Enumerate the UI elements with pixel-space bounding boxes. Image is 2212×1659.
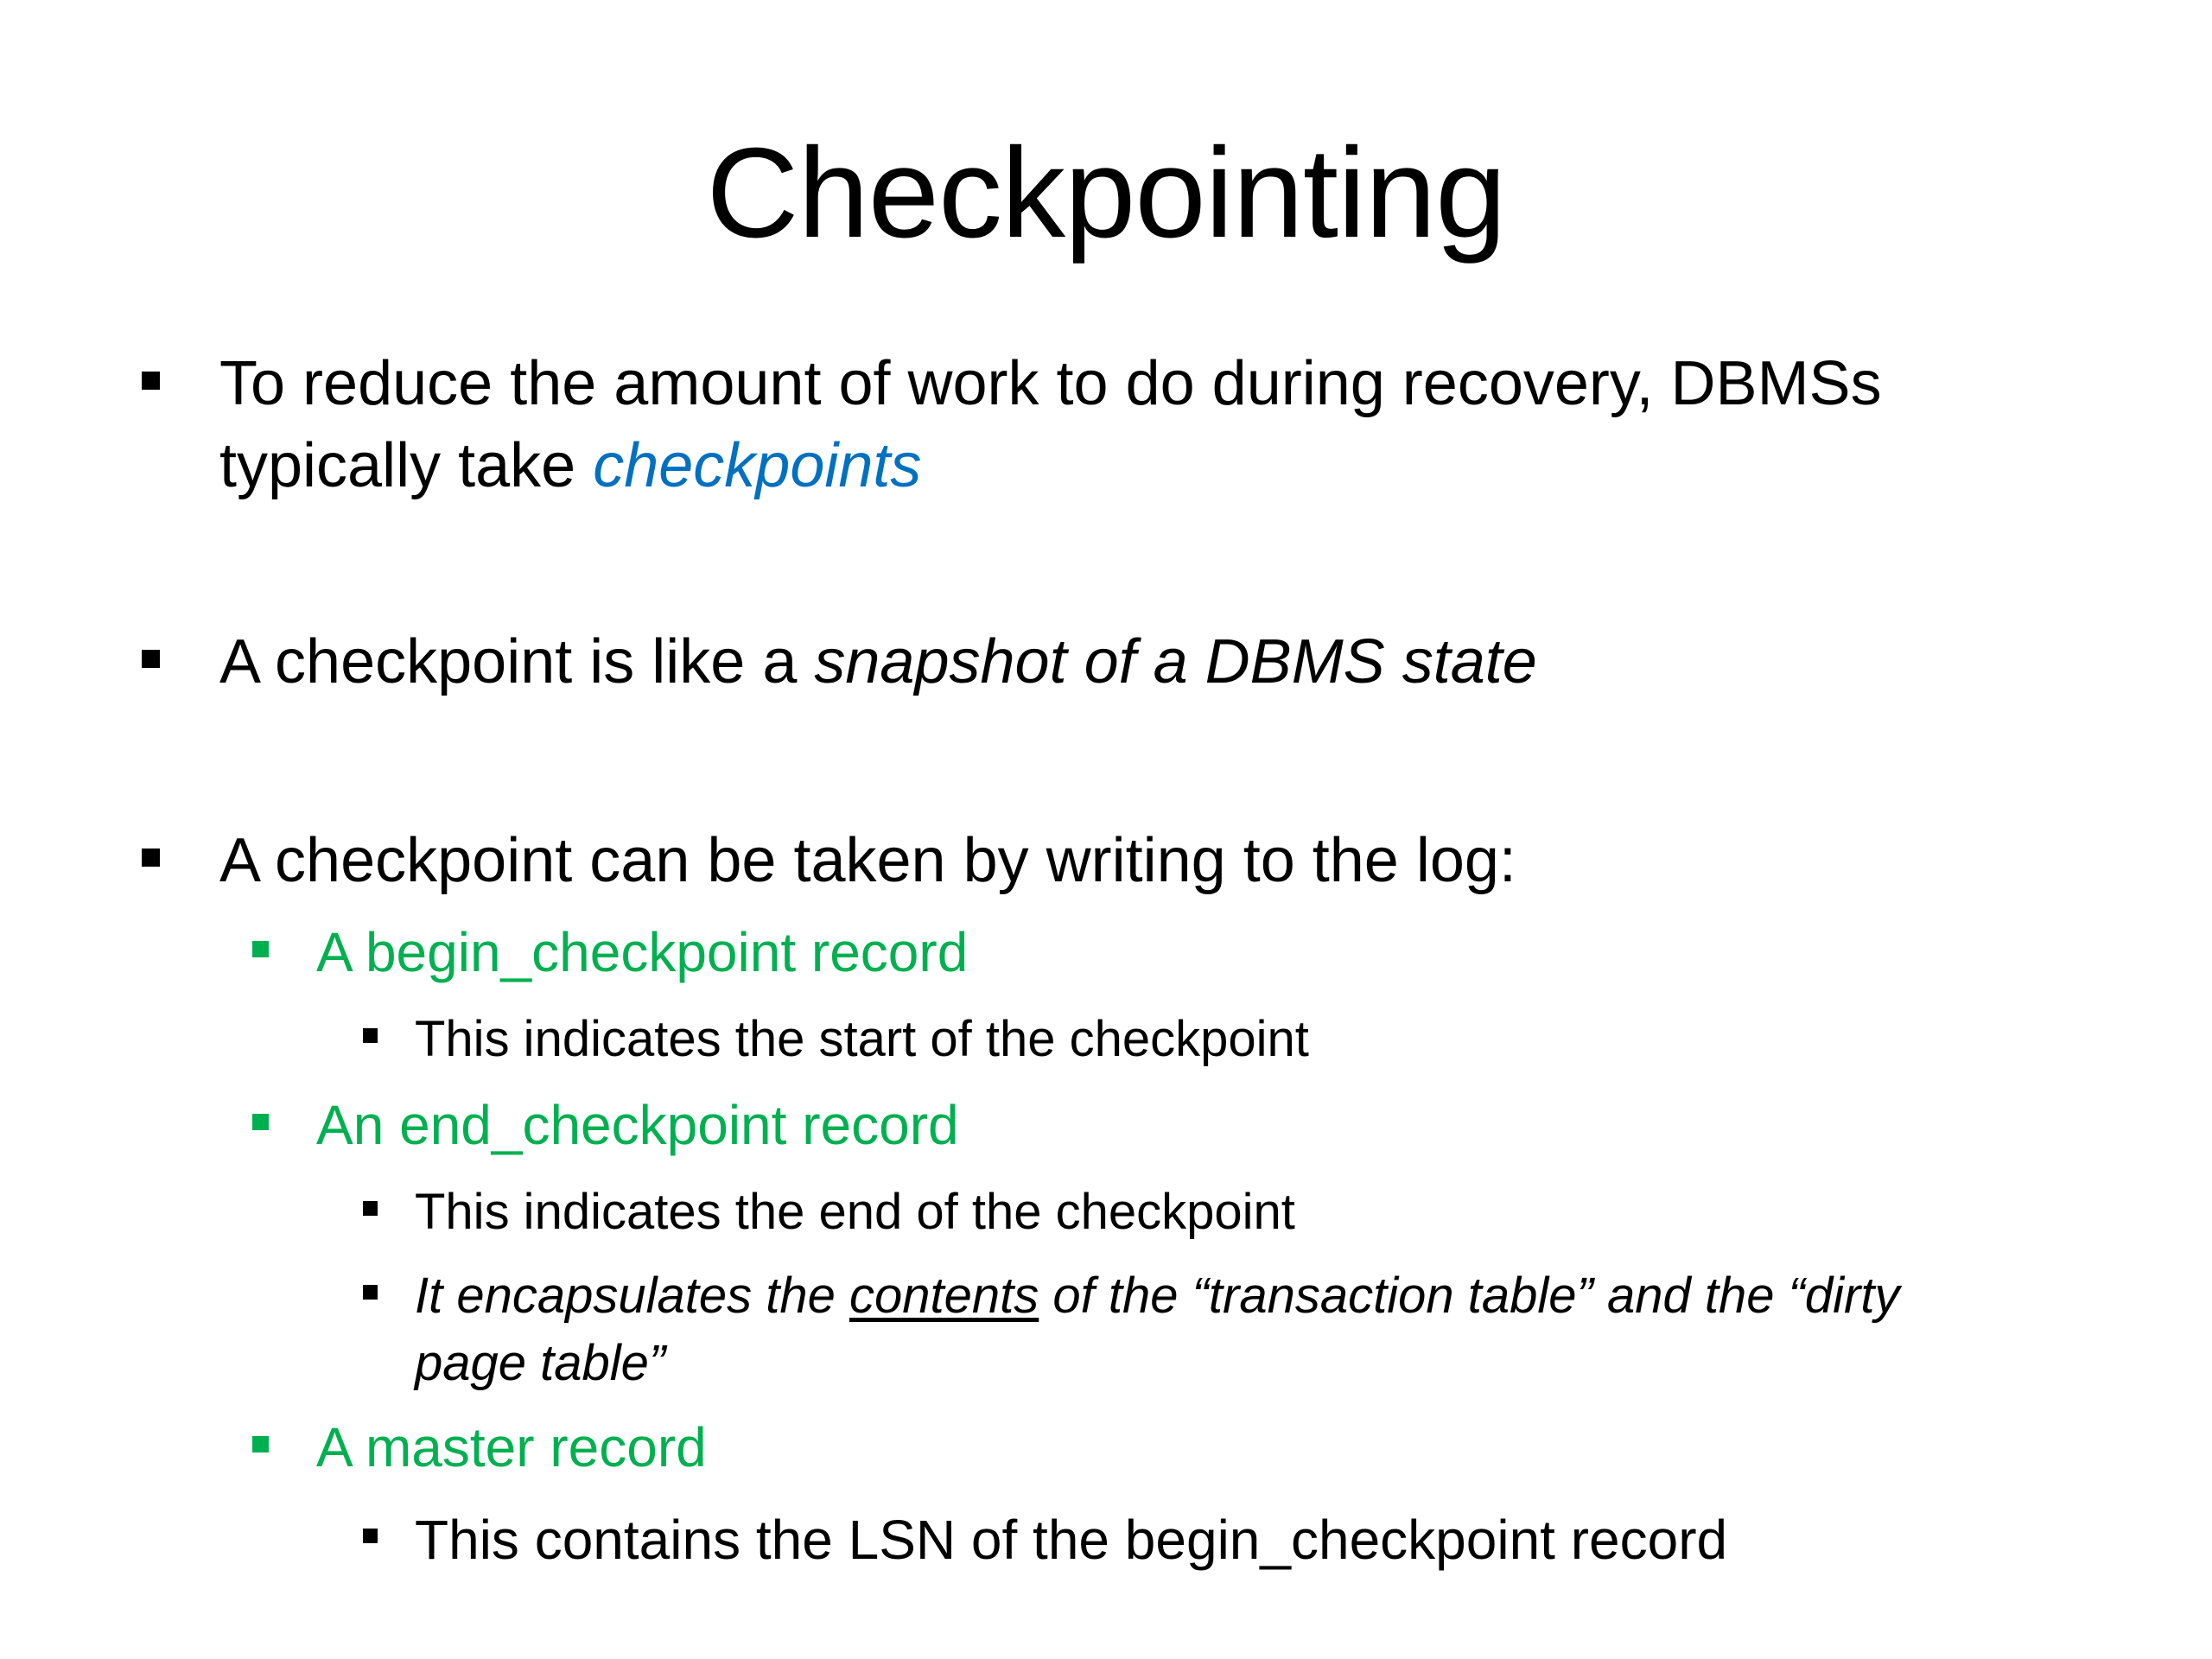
contents-underlined: contents — [849, 1268, 1039, 1324]
bullet-square-icon — [363, 1529, 378, 1543]
bullet-2-line — [219, 627, 1537, 696]
bullet-2-text: A checkpoint is like a — [219, 627, 815, 696]
snapshot-emphasis: snapshot of a DBMS state — [814, 627, 1537, 696]
green-bullet-square-icon — [252, 941, 269, 957]
bullet-3-line: A checkpoint can be taken by writing to the log: — [219, 826, 1516, 895]
slide-title: Checkpointing — [706, 122, 1506, 264]
sub-sub-bullet-end: This indicates the end of the checkpoint — [415, 1184, 1295, 1240]
sub-bullet-master-record: A master record — [316, 1416, 707, 1478]
bullet-square-icon — [363, 1201, 378, 1216]
bullet-square-icon — [142, 849, 160, 867]
sub-sub-bullet-start: This indicates the start of the checkpoint — [415, 1011, 1309, 1067]
sub-sub-bullet-encapsulates — [415, 1268, 1900, 1324]
bullet-1-line-2 — [219, 431, 922, 500]
bullet-square-icon — [363, 1285, 378, 1300]
encapsulates-text-cont: of the “transaction table” and the “dirty — [1039, 1268, 1900, 1324]
bullet-1-line-1: To reduce the amount of work to do during recovery, DBMSs — [219, 349, 1882, 418]
encapsulates-text: It encapsulates the — [415, 1268, 849, 1324]
sub-sub-bullet-encapsulates-line-2: page table” — [415, 1335, 666, 1391]
bullet-square-icon — [363, 1028, 378, 1043]
green-bullet-square-icon — [252, 1114, 269, 1130]
sub-bullet-begin-checkpoint: A begin_checkpoint record — [316, 921, 969, 983]
green-bullet-square-icon — [252, 1436, 269, 1452]
sub-bullet-end-checkpoint: An end_checkpoint record — [316, 1094, 959, 1156]
bullet-square-icon — [142, 650, 160, 668]
sub-sub-bullet-lsn: This contains the LSN of the begin_checkpoint record — [415, 1509, 1728, 1571]
bullet-1-text: typically take — [219, 431, 594, 500]
bullet-square-icon — [142, 372, 160, 390]
checkpoints-emphasis: checkpoints — [593, 431, 922, 500]
